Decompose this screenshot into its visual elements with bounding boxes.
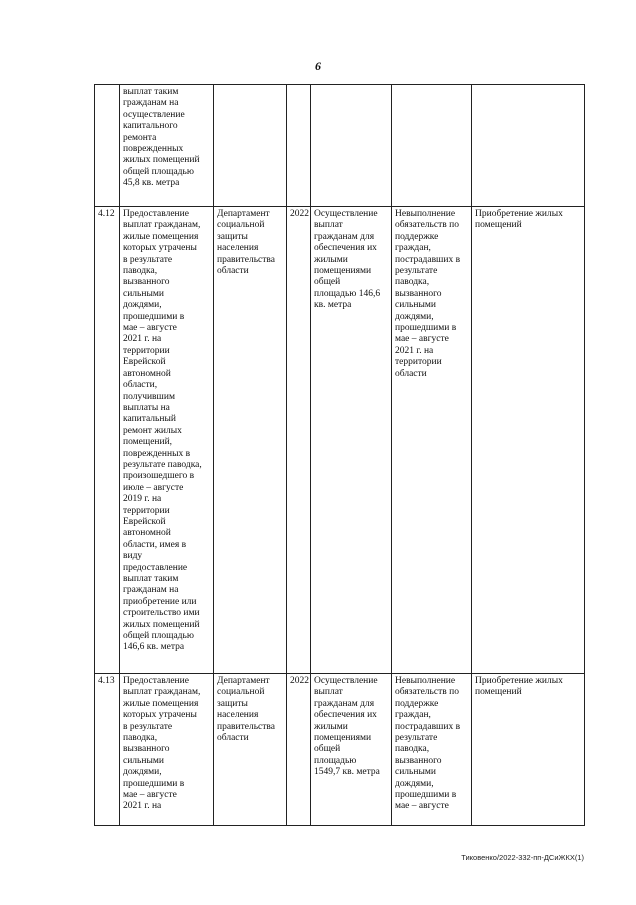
measure-name: Предоставление выплат гражданам, жилые помещения которых утрачены в результате паводка, вызванного сильными дождями, прошедшими в мае – августе 2021 г. на территории Еврейской автономной области, получившим выплаты на капитальный ремонт жилых помещений, поврежденных в результате паводка, произошедшего в июле – августе 2019 г. на территории Еврейской автономной области, имея в виду предоставление выплат таким гражданам на приобретение или строительство ими жилых помещений общей площадью 146,6 кв. метра — [120, 207, 214, 674]
table-row — [95, 674, 585, 826]
executor — [214, 85, 287, 207]
consequence — [392, 85, 472, 207]
expected-result: Осуществление выплат гражданам для обеспечения их жилыми помещениями общей площадью 1549,7 кв. метра — [311, 674, 392, 826]
expected-result — [311, 85, 392, 207]
row-number — [95, 85, 120, 207]
consequence: Невыполнение обязательств по поддержке граждан, пострадавших в результате паводка, вызванного сильными дождями, прошедшими в мае – августе 2021 г. на территории области — [392, 207, 472, 674]
connection — [472, 85, 585, 207]
executor: Департамент социальной защиты населения правительства области — [214, 207, 287, 674]
document-footer: Тиковенко/2022-332-пп-ДСиЖКХ(1) — [461, 853, 584, 862]
expected-result: Осуществление выплат гражданам для обеспечения их жилыми помещениями общей площадью 146,6 кв. метра — [311, 207, 392, 674]
consequence: Невыполнение обязательств по поддержке граждан, пострадавших в результате паводка, вызванного сильными дождями, прошедшими в мае – августе — [392, 674, 472, 826]
measure-name: Предоставление выплат гражданам, жилые помещения которых утрачены в результате паводка, вызванного сильными дождями, прошедшими в мае – августе 2021 г. на — [120, 674, 214, 826]
year — [287, 85, 311, 207]
row-number: 4.12 — [95, 207, 120, 674]
table-row — [95, 85, 585, 207]
connection: Приобретение жилых помещений — [472, 674, 585, 826]
measure-name: выплат таким гражданам на осуществление капитального ремонта поврежденных жилых помещений общей площадью 45,8 кв. метра — [120, 85, 214, 207]
executor: Департамент социальной защиты населения правительства области — [214, 674, 287, 826]
year: 2022 — [287, 207, 311, 674]
measures-table — [94, 84, 585, 826]
year: 2022 — [287, 674, 311, 826]
row-number: 4.13 — [95, 674, 120, 826]
table-row — [95, 207, 585, 674]
page-number: 6 — [315, 59, 321, 73]
connection: Приобретение жилых помещений — [472, 207, 585, 674]
